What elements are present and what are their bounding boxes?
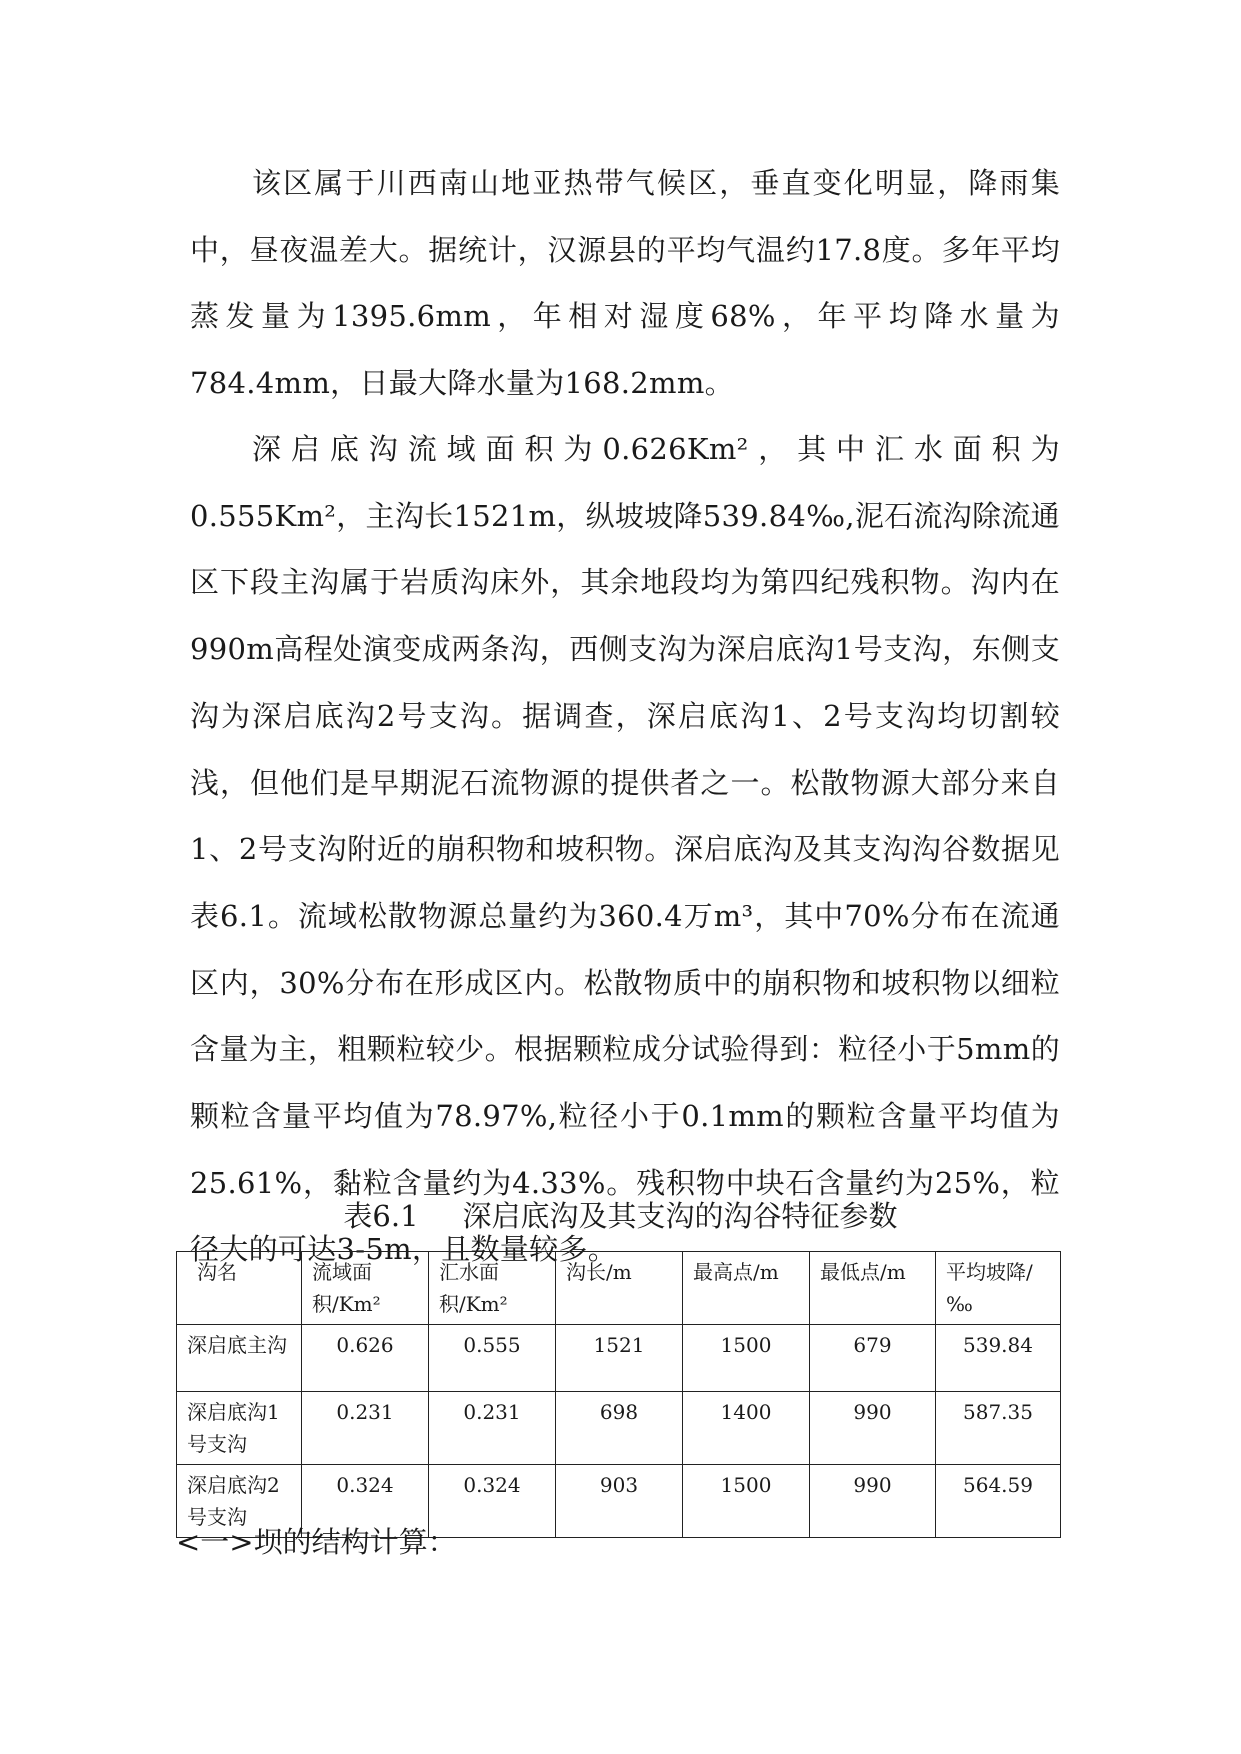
paragraph-basin-description: 深启底沟流域面积为0.626Km²，其中汇水面积为0.555Km²，主沟长1521m，纵坡坡降539.84‰,泥石流沟除流通区下段主沟属于岩质沟床外，其余地段均为第四纪残积物。沟内在990m高程处演变成两条沟，西侧支沟为深启底沟1号支沟，东侧支沟为深启底沟2号支沟。据调查，深启底沟1、2号支沟均切割较浅，但他们是早期泥石流物源的提供者之一。松散物源大部分来自1、2号支沟附近的崩积物和坡积物。深启底沟及其支沟沟谷数据见表6.1。流域松散物源总量约为360.4万m³，其中70%分布在流通区内，30%分布在形成区内。松散物质中的崩积物和坡积物以细粒含量为主，粗颗粒较少。根据颗粒成分试验得到：粒径小于5mm的颗粒含量平均值为78.97%,粒径小于0.1mm的颗粒含量平均值为25.61%，黏粒含量约为4.33%。残积物中块石含量约为25%，粒径大的可达3-5m，且数量较多。 xyxy=(190,432,1060,1267)
gully-parameter-table xyxy=(176,1251,1061,1538)
cell-catchment-area: 0.555 xyxy=(429,1325,556,1392)
cell-catchment-area: 0.324 xyxy=(429,1465,556,1538)
header-gully-name: 沟名 xyxy=(177,1252,302,1325)
cell-highest-point: 1400 xyxy=(683,1392,810,1465)
cell-basin-area: 0.231 xyxy=(302,1392,429,1465)
cell-average-gradient: 539.84 xyxy=(936,1325,1061,1392)
table-caption-number: 表6.1 xyxy=(343,1199,419,1233)
cell-lowest-point: 990 xyxy=(810,1392,936,1465)
header-lowest-point: 最低点/m xyxy=(810,1252,936,1325)
section-heading: <一>坝的结构计算： xyxy=(176,1525,457,1559)
table-header-row xyxy=(177,1252,1061,1325)
paragraph-climate: 该区属于川西南山地亚热带气候区，垂直变化明显，降雨集中，昼夜温差大。据统计，汉源县的平均气温约17.8度。多年平均蒸发量为1395.6mm，年相对湿度68%，年平均降水量为784.4mm，日最大降水量为168.2mm。 xyxy=(190,166,1060,401)
cell-gully-name: 深启底主沟 xyxy=(177,1325,302,1392)
table-row xyxy=(177,1325,1061,1392)
cell-average-gradient: 587.35 xyxy=(936,1392,1061,1465)
table-row xyxy=(177,1392,1061,1465)
cell-gully-length: 903 xyxy=(556,1465,683,1538)
cell-basin-area: 0.324 xyxy=(302,1465,429,1538)
table-caption xyxy=(0,1196,1241,1236)
table-caption-title: 深启底沟及其支沟的沟谷特征参数 xyxy=(462,1199,898,1233)
header-highest-point: 最高点/m xyxy=(683,1252,810,1325)
cell-average-gradient: 564.59 xyxy=(936,1465,1061,1538)
cell-basin-area: 0.626 xyxy=(302,1325,429,1392)
cell-lowest-point: 679 xyxy=(810,1325,936,1392)
cell-lowest-point: 990 xyxy=(810,1465,936,1538)
header-average-gradient: 平均坡降/‰ xyxy=(936,1252,1061,1325)
header-gully-length: 沟长/m xyxy=(556,1252,683,1325)
header-basin-area: 流域面积/Km² xyxy=(302,1252,429,1325)
cell-gully-name: 深启底沟1号支沟 xyxy=(177,1392,302,1465)
cell-gully-length: 1521 xyxy=(556,1325,683,1392)
cell-highest-point: 1500 xyxy=(683,1465,810,1538)
header-catchment-area: 汇水面积/Km² xyxy=(429,1252,556,1325)
cell-highest-point: 1500 xyxy=(683,1325,810,1392)
cell-catchment-area: 0.231 xyxy=(429,1392,556,1465)
cell-gully-name: 深启底沟2号支沟 xyxy=(177,1465,302,1538)
cell-gully-length: 698 xyxy=(556,1392,683,1465)
